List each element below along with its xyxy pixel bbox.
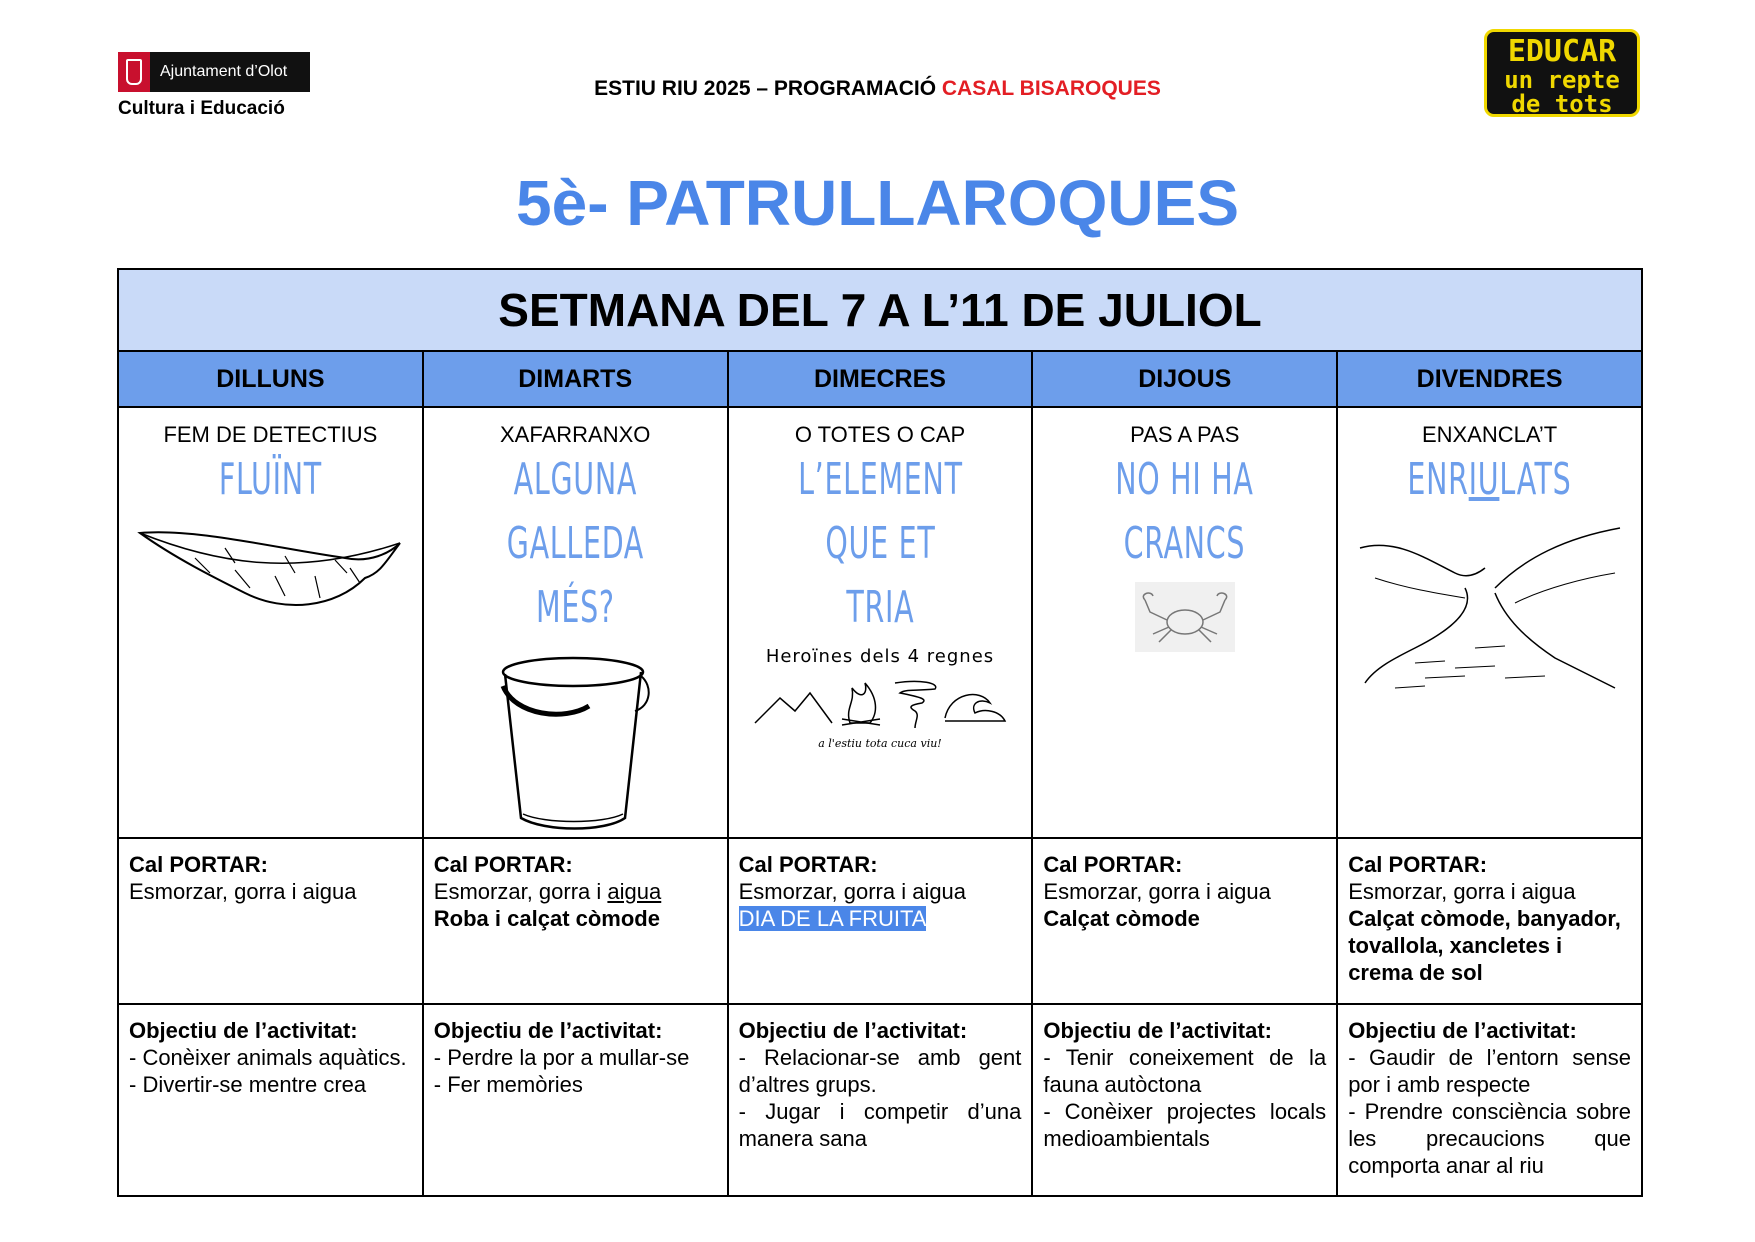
bring-items-underlined: aigua <box>607 879 662 904</box>
org-name: Ajuntament d’Olot <box>160 63 288 80</box>
objective-item: - Divertir-se mentre crea <box>129 1072 367 1097</box>
objective-cell-friday <box>1337 1004 1642 1196</box>
educar-logo-line2: un repte <box>1504 66 1620 94</box>
theme-line: NO HI HA CRANCS <box>1115 454 1254 569</box>
bring-cell-thursday <box>1032 838 1337 1004</box>
theme-line: FLUÏNT <box>218 454 322 505</box>
bring-cell-tuesday <box>423 838 728 1004</box>
activity-cell-friday <box>1337 407 1642 838</box>
objective-item: - Gaudir de l’entorn sense por i amb respecte <box>1348 1045 1631 1097</box>
four-realms-icon <box>750 673 1010 733</box>
bring-extra: Roba i calçat còmode <box>433 906 660 931</box>
bring-items: Esmorzar, gorra i aigua <box>1043 879 1271 904</box>
objective-label: Objectiu de l’activitat: <box>738 1018 968 1043</box>
fruit-day-highlight: DIA DE LA FRUITA <box>738 906 927 931</box>
theme-pre: ENR <box>1407 454 1469 505</box>
bring-label: Cal PORTAR: <box>1043 852 1183 877</box>
schedule-table <box>117 268 1643 1197</box>
bring-items: Esmorzar, gorra i aigua <box>1348 879 1576 904</box>
objective-label: Objectiu de l’activitat: <box>129 1018 358 1043</box>
bring-label: Cal PORTAR: <box>129 852 268 877</box>
river-icon <box>1355 518 1625 698</box>
activity-cell-tuesday <box>423 407 728 838</box>
theme-line: TRIA <box>846 582 914 633</box>
bring-cell-wednesday <box>728 838 1033 1004</box>
day-header-wednesday: DIMECRES <box>728 351 1033 407</box>
activity-theme <box>162 448 379 512</box>
educar-logo-line1: EDUCAR <box>1507 34 1617 69</box>
bring-items: Esmorzar, gorra i aigua <box>738 879 967 904</box>
image-subcaption: a l'estiu tota cuca viu! <box>818 737 942 750</box>
day-header-tuesday: DIMARTS <box>423 351 728 407</box>
activity-cell-monday <box>118 407 423 838</box>
theme-post: LATS <box>1499 454 1572 505</box>
objective-item: - Tenir coneixement de la fauna autòctona <box>1043 1045 1327 1097</box>
objective-label: Objectiu de l’activitat: <box>1043 1018 1272 1043</box>
main-title: 5è- PATRULLAROQUES <box>516 167 1239 239</box>
objective-item: - Fer memòries <box>433 1072 583 1097</box>
activity-theme <box>1381 448 1598 512</box>
educar-logo <box>1484 29 1640 117</box>
bring-items-line <box>434 878 717 905</box>
activity-theme <box>1077 448 1294 576</box>
objective-item: - Relacionar-se amb gent d’altres grups. <box>738 1045 1022 1097</box>
objective-cell-tuesday <box>423 1004 728 1196</box>
header-title-highlight: CASAL BISAROQUES <box>941 77 1161 100</box>
org-dept: Cultura i Educació <box>118 98 285 119</box>
activity-theme <box>772 448 989 640</box>
objective-label: Objectiu de l’activitat: <box>1348 1018 1577 1043</box>
objective-item: - Prendre consciència sobre les precaucions que comporta anar al riu <box>1348 1099 1631 1178</box>
bring-items: Esmorzar, gorra i <box>433 879 608 904</box>
activity-name: O TOTES O CAP <box>794 422 966 447</box>
feather-icon <box>135 518 405 618</box>
bring-label: Cal PORTAR: <box>738 852 878 877</box>
bring-extra: Calçat còmode <box>1043 906 1200 931</box>
objective-cell-wednesday <box>728 1004 1033 1196</box>
objective-item: - Conèixer animals aquàtics. <box>129 1045 407 1070</box>
activity-name: ENXANCLA’T <box>1421 422 1558 447</box>
image-caption: Heroïnes dels 4 regnes <box>765 646 995 667</box>
theme-underlined: IU <box>1468 454 1500 505</box>
bring-cell-monday <box>118 838 423 1004</box>
bucket-icon <box>485 646 665 836</box>
activity-name: PAS A PAS <box>1130 422 1240 447</box>
header-title-prefix: ESTIU RIU 2025 – PROGRAMACIÓ <box>594 77 942 100</box>
bring-label: Cal PORTAR: <box>433 852 573 877</box>
day-header-thursday: DIJOUS <box>1032 351 1337 407</box>
week-title: SETMANA DEL 7 A L’11 DE JULIOL <box>118 269 1642 351</box>
bring-label: Cal PORTAR: <box>1348 852 1488 877</box>
activity-cell-thursday <box>1032 407 1337 838</box>
objective-item: - Jugar i competir d’una manera sana <box>738 1099 1022 1151</box>
objective-cell-thursday <box>1032 1004 1337 1196</box>
bring-extra: Calçat còmode, banyador, tovallola, xancletes i crema de sol <box>1348 906 1621 985</box>
day-header-friday: DIVENDRES <box>1337 351 1642 407</box>
objective-label: Objectiu de l’activitat: <box>433 1018 663 1043</box>
activity-name: FEM DE DETECTIUS <box>163 422 378 447</box>
bring-cell-friday <box>1337 838 1642 1004</box>
objective-cell-monday <box>118 1004 423 1196</box>
activity-theme <box>467 448 684 640</box>
crab-icon <box>1135 582 1235 652</box>
bring-items: Esmorzar, gorra i aigua <box>129 879 357 904</box>
objective-item: - Conèixer projectes locals medioambientals <box>1043 1099 1327 1151</box>
day-header-monday: DILLUNS <box>118 351 423 407</box>
objective-item: - Perdre la por a mullar-se <box>433 1045 690 1070</box>
activity-cell-wednesday <box>728 407 1033 838</box>
theme-line: L’ELEMENT QUE ET <box>797 454 963 569</box>
theme-line: MÉS? <box>535 582 615 633</box>
theme-line: ALGUNA GALLEDA <box>506 454 644 569</box>
activity-name: XAFARRANXO <box>500 422 651 447</box>
educar-logo-line3: de tots <box>1511 90 1613 118</box>
